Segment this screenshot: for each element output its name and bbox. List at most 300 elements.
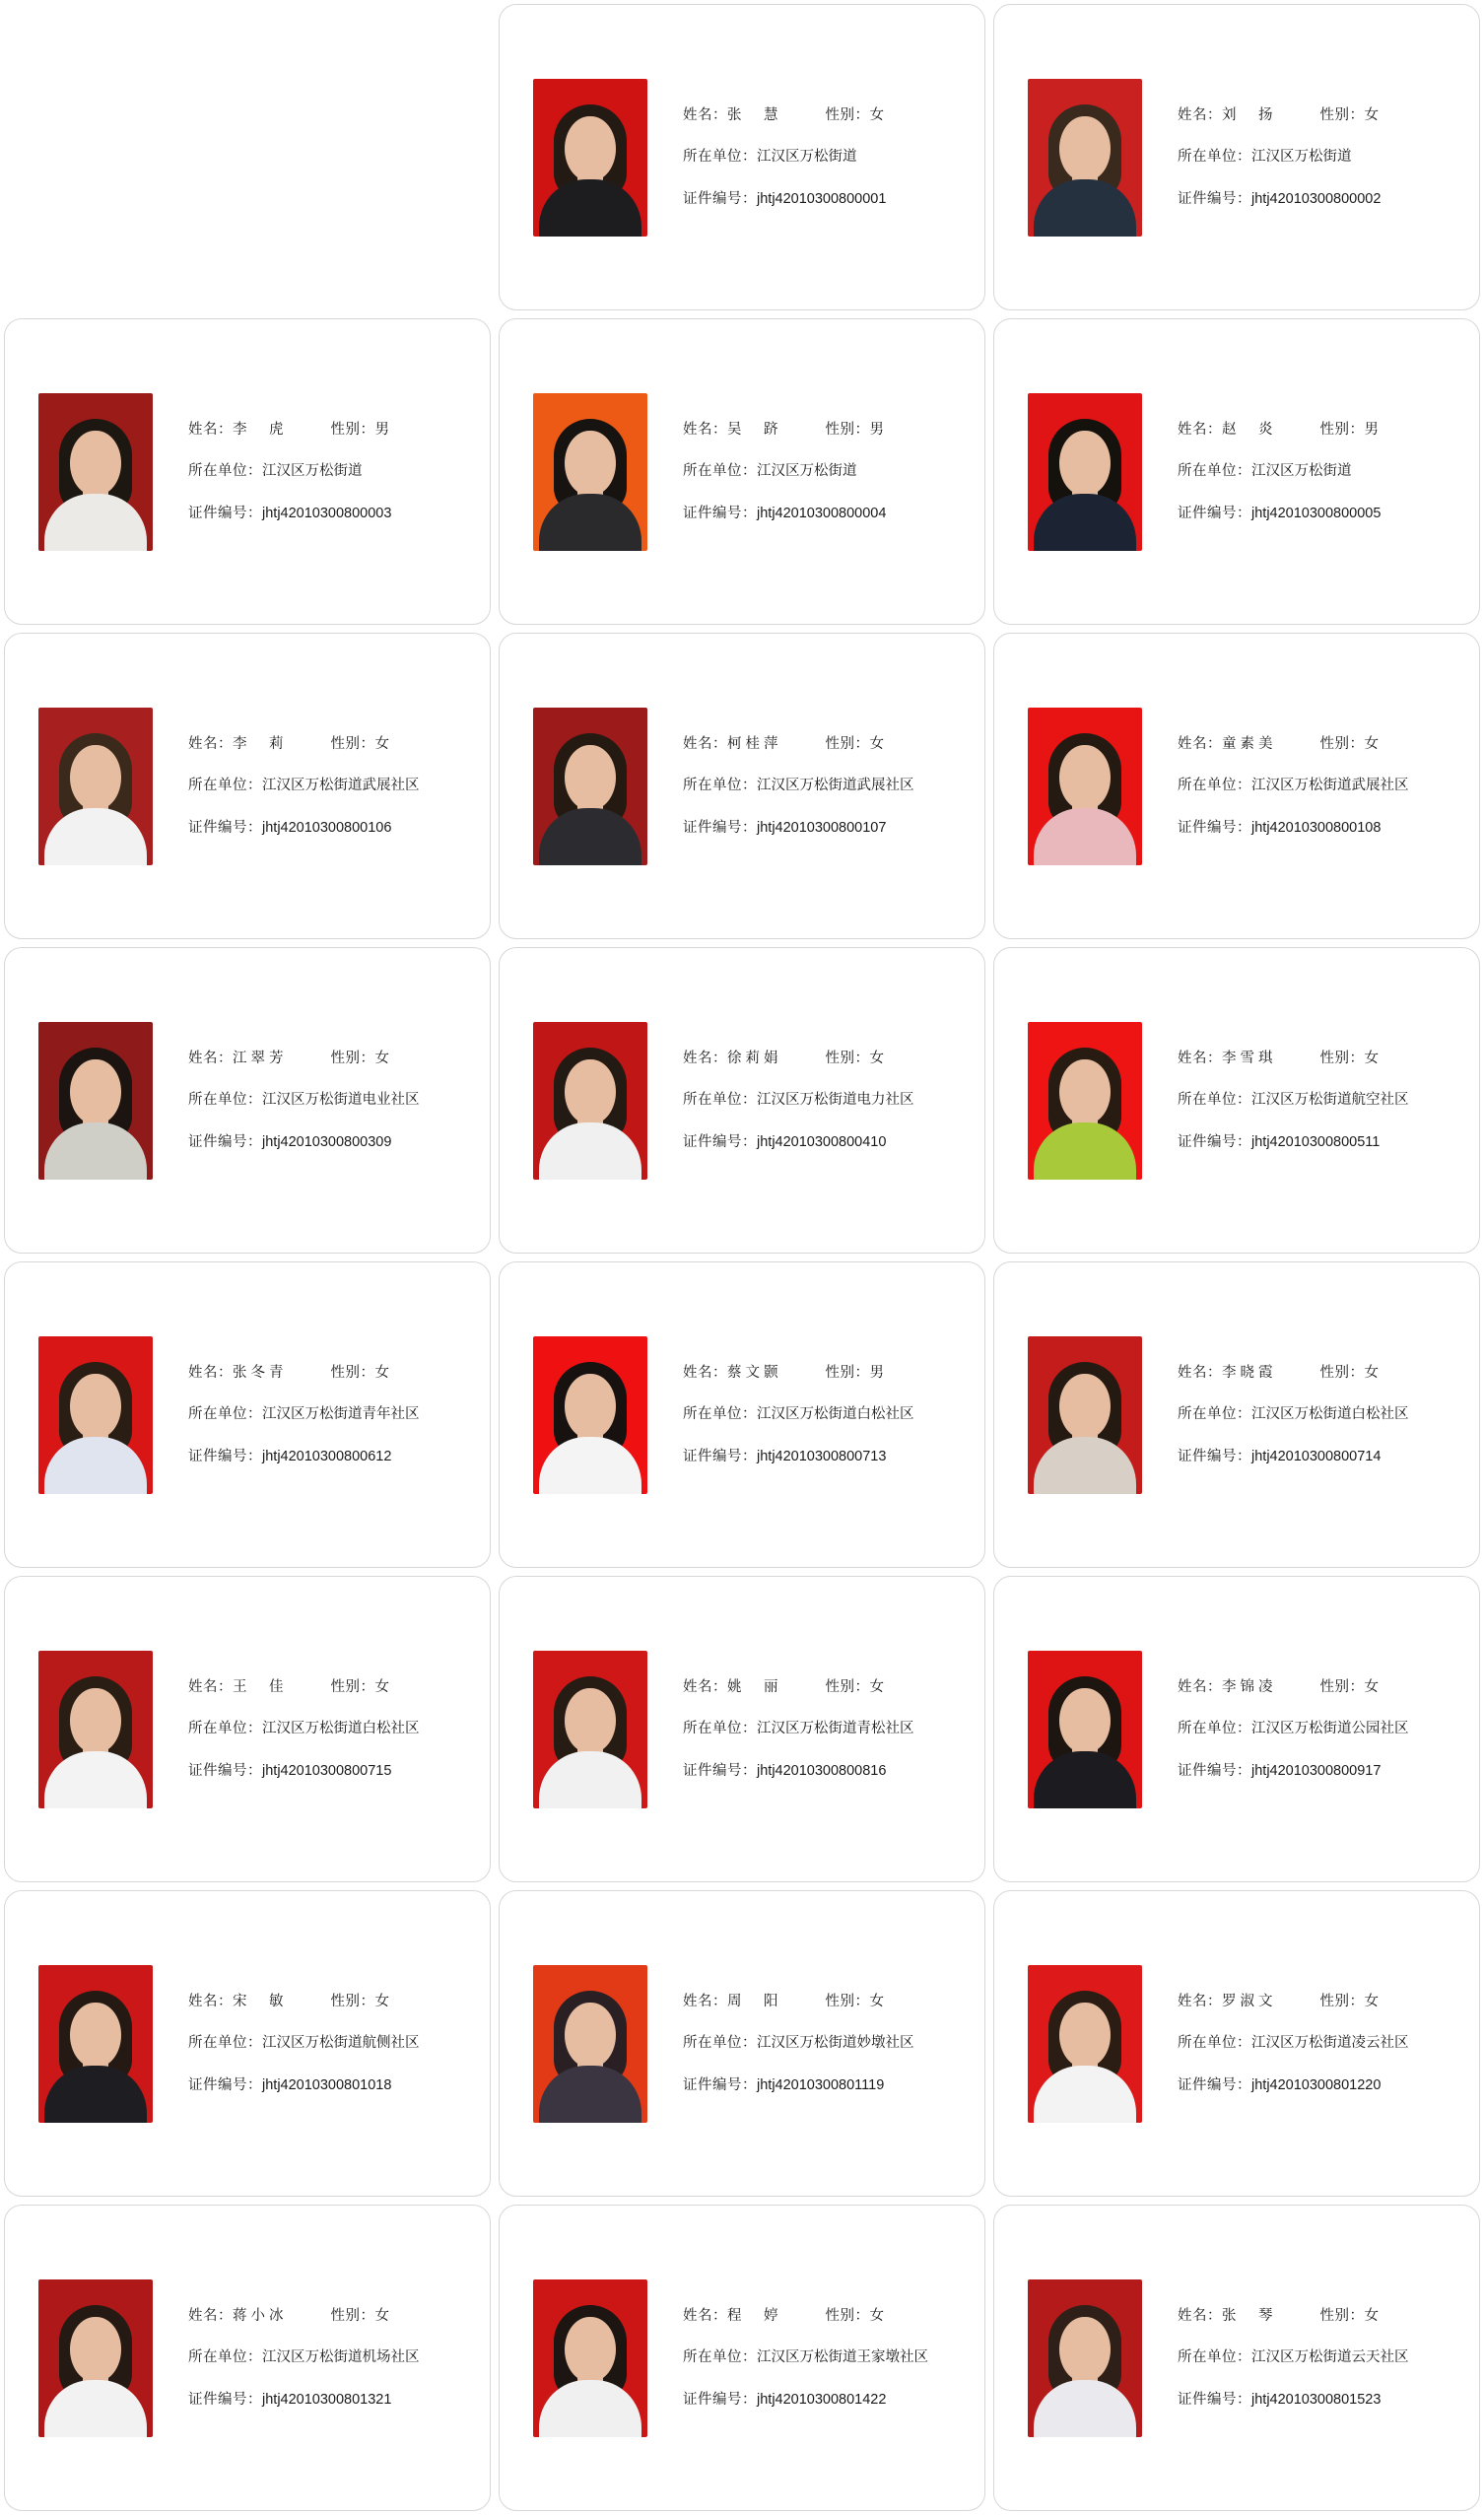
portrait-clothes bbox=[539, 1122, 641, 1180]
portrait-clothes bbox=[1034, 494, 1136, 551]
cert-label: 证件编号： bbox=[683, 505, 757, 521]
name-field bbox=[683, 737, 782, 752]
id-card[interactable] bbox=[4, 1261, 491, 1568]
name-label: 姓名： bbox=[683, 1364, 727, 1381]
name-label: 姓名： bbox=[188, 1678, 233, 1695]
portrait-clothes bbox=[44, 2066, 147, 2123]
cert-label: 证件编号： bbox=[683, 1448, 757, 1464]
id-card[interactable] bbox=[499, 633, 985, 939]
gender-value: 女 bbox=[1364, 1678, 1379, 1695]
unit-value: 江汉区万松街道电力社区 bbox=[757, 1092, 914, 1109]
unit-label: 所在单位： bbox=[683, 1721, 757, 1737]
id-card-info bbox=[188, 1052, 420, 1150]
name-label: 姓名： bbox=[1178, 421, 1222, 438]
portrait-clothes bbox=[539, 1437, 641, 1494]
id-card[interactable] bbox=[499, 947, 985, 1254]
cert-value: jhtj42010300801018 bbox=[262, 2076, 392, 2093]
name-value: 张 琴 bbox=[1222, 2307, 1277, 2324]
portrait-face bbox=[70, 1059, 121, 1124]
cert-row bbox=[683, 1450, 914, 1464]
id-card-info bbox=[1178, 1680, 1409, 1779]
unit-row bbox=[683, 1722, 914, 1736]
id-card[interactable] bbox=[993, 1261, 1480, 1568]
gender-field bbox=[826, 737, 885, 752]
gender-value: 女 bbox=[1364, 2307, 1379, 2324]
unit-label: 所在单位： bbox=[1178, 1406, 1251, 1423]
name-field bbox=[1178, 108, 1277, 123]
unit-value: 江汉区万松街道武展社区 bbox=[757, 778, 914, 794]
name-value: 刘 扬 bbox=[1222, 106, 1277, 123]
portrait-face bbox=[1059, 116, 1111, 181]
unit-value: 江汉区万松街道白松社区 bbox=[1251, 1406, 1409, 1423]
name-gender-row bbox=[188, 1052, 420, 1066]
name-value: 张冬青 bbox=[233, 1364, 288, 1381]
portrait-photo bbox=[533, 1651, 647, 1808]
gender-label: 性别： bbox=[1319, 2307, 1365, 2324]
unit-label: 所在单位： bbox=[1178, 463, 1251, 480]
name-gender-row bbox=[188, 423, 391, 438]
id-card[interactable] bbox=[499, 2205, 985, 2511]
name-gender-row bbox=[188, 1680, 420, 1695]
cert-value: jhtj42010300800410 bbox=[757, 1133, 887, 1150]
id-card-info bbox=[683, 1366, 914, 1464]
unit-label: 所在单位： bbox=[1178, 1092, 1251, 1109]
portrait-clothes bbox=[539, 2066, 641, 2123]
name-gender-row bbox=[1178, 1366, 1409, 1381]
portrait-clothes bbox=[539, 494, 641, 551]
id-card[interactable] bbox=[4, 1576, 491, 1882]
name-field bbox=[1178, 423, 1277, 438]
portrait-face bbox=[70, 1374, 121, 1439]
unit-value: 江汉区万松街道 bbox=[1251, 149, 1352, 166]
cert-label: 证件编号： bbox=[683, 2391, 757, 2408]
id-card-info bbox=[1178, 108, 1381, 207]
portrait-face bbox=[70, 2003, 121, 2068]
portrait-clothes bbox=[539, 2380, 641, 2437]
unit-row bbox=[1178, 1722, 1409, 1736]
cert-value: jhtj42010300800005 bbox=[1251, 505, 1382, 521]
unit-row bbox=[683, 2350, 928, 2365]
gender-field bbox=[1320, 2309, 1380, 2324]
cert-row bbox=[1178, 1135, 1409, 1150]
id-card-info bbox=[683, 1680, 914, 1779]
cert-label: 证件编号： bbox=[1178, 1133, 1251, 1150]
cert-label: 证件编号： bbox=[683, 2076, 757, 2093]
unit-value: 江汉区万松街道武展社区 bbox=[262, 778, 420, 794]
id-card[interactable] bbox=[993, 318, 1480, 625]
cert-row bbox=[683, 2393, 928, 2408]
gender-field bbox=[826, 2309, 885, 2324]
name-field bbox=[188, 737, 288, 752]
gender-label: 性别： bbox=[1319, 1364, 1365, 1381]
unit-label: 所在单位： bbox=[1178, 1721, 1251, 1737]
gender-label: 性别： bbox=[825, 1364, 870, 1381]
gender-field bbox=[331, 1052, 390, 1066]
portrait-clothes bbox=[1034, 1437, 1136, 1494]
id-card[interactable] bbox=[993, 633, 1480, 939]
gender-value: 女 bbox=[374, 1678, 389, 1695]
unit-row bbox=[188, 1407, 420, 1422]
cert-label: 证件编号： bbox=[188, 2391, 262, 2408]
unit-row bbox=[1178, 779, 1409, 793]
cert-label: 证件编号： bbox=[188, 1762, 262, 1779]
name-gender-row bbox=[188, 2309, 420, 2324]
unit-value: 江汉区万松街道机场社区 bbox=[262, 2349, 420, 2366]
id-card[interactable] bbox=[4, 947, 491, 1254]
portrait-clothes bbox=[44, 2380, 147, 2437]
gender-field bbox=[331, 2309, 390, 2324]
cert-label: 证件编号： bbox=[683, 1762, 757, 1779]
portrait-clothes bbox=[44, 1751, 147, 1808]
gender-label: 性别： bbox=[825, 421, 870, 438]
name-label: 姓名： bbox=[683, 2307, 727, 2324]
name-label: 姓名： bbox=[1178, 735, 1222, 752]
id-card-info bbox=[188, 1366, 420, 1464]
cert-row bbox=[188, 2393, 420, 2408]
unit-label: 所在单位： bbox=[683, 778, 757, 794]
cert-label: 证件编号： bbox=[188, 1133, 262, 1150]
name-label: 姓名： bbox=[683, 735, 727, 752]
portrait-photo bbox=[1028, 1651, 1142, 1808]
portrait-photo bbox=[38, 393, 153, 551]
name-gender-row bbox=[683, 1995, 914, 2009]
name-field bbox=[1178, 1680, 1277, 1695]
gender-field bbox=[1320, 108, 1380, 123]
name-field bbox=[1178, 1995, 1277, 2009]
name-gender-row bbox=[1178, 1052, 1409, 1066]
cert-label: 证件编号： bbox=[683, 819, 757, 836]
gender-value: 女 bbox=[1364, 1993, 1379, 2009]
name-value: 蒋小冰 bbox=[233, 2307, 288, 2324]
cert-value: jhtj42010300800108 bbox=[1251, 819, 1382, 836]
cert-row bbox=[1178, 2078, 1409, 2093]
unit-value: 江汉区万松街道王家墩社区 bbox=[757, 2349, 928, 2366]
gender-value: 女 bbox=[869, 2307, 884, 2324]
id-card[interactable] bbox=[993, 947, 1480, 1254]
unit-value: 江汉区万松街道武展社区 bbox=[1251, 778, 1409, 794]
name-value: 周 阳 bbox=[727, 1993, 782, 2009]
name-label: 姓名： bbox=[683, 421, 727, 438]
cert-row bbox=[1178, 507, 1381, 521]
cert-row bbox=[188, 507, 391, 521]
cert-value: jhtj42010300800714 bbox=[1251, 1448, 1382, 1464]
cert-row bbox=[188, 821, 420, 836]
cert-value: jhtj42010300800001 bbox=[757, 190, 887, 207]
cert-row bbox=[188, 1764, 420, 1779]
portrait-photo bbox=[1028, 79, 1142, 237]
id-card[interactable] bbox=[499, 1576, 985, 1882]
gender-label: 性别： bbox=[330, 735, 375, 752]
name-value: 吴 跻 bbox=[727, 421, 782, 438]
unit-label: 所在单位： bbox=[1178, 2349, 1251, 2366]
name-value: 姚 丽 bbox=[727, 1678, 782, 1695]
name-value: 李雪琪 bbox=[1222, 1050, 1277, 1066]
name-field bbox=[683, 108, 782, 123]
cert-value: jhtj42010300800511 bbox=[1251, 1133, 1381, 1150]
gender-label: 性别： bbox=[825, 106, 870, 123]
name-field bbox=[683, 1680, 782, 1695]
cert-label: 证件编号： bbox=[1178, 505, 1251, 521]
unit-row bbox=[683, 464, 886, 479]
cert-value: jhtj42010300801220 bbox=[1251, 2076, 1382, 2093]
name-value: 蔡文颢 bbox=[727, 1364, 782, 1381]
unit-label: 所在单位： bbox=[683, 1092, 757, 1109]
portrait-face bbox=[1059, 1374, 1111, 1439]
cert-value: jhtj42010300801523 bbox=[1251, 2391, 1382, 2408]
unit-label: 所在单位： bbox=[1178, 778, 1251, 794]
name-gender-row bbox=[188, 1995, 420, 2009]
portrait-photo bbox=[1028, 393, 1142, 551]
portrait-clothes bbox=[44, 1437, 147, 1494]
id-card-info bbox=[683, 737, 914, 836]
unit-label: 所在单位： bbox=[1178, 2035, 1251, 2052]
portrait-photo bbox=[38, 1022, 153, 1180]
name-field bbox=[683, 423, 782, 438]
cert-row bbox=[1178, 821, 1409, 836]
gender-value: 女 bbox=[1364, 106, 1379, 123]
name-gender-row bbox=[188, 1366, 420, 1381]
gender-value: 女 bbox=[869, 1993, 884, 2009]
name-field bbox=[683, 1052, 782, 1066]
unit-label: 所在单位： bbox=[188, 2035, 262, 2052]
portrait-photo bbox=[38, 2279, 153, 2437]
unit-row bbox=[1178, 464, 1381, 479]
name-label: 姓名： bbox=[188, 1993, 233, 2009]
cert-value: jhtj42010300800002 bbox=[1251, 190, 1382, 207]
gender-field bbox=[331, 1995, 390, 2009]
portrait-photo bbox=[38, 1965, 153, 2123]
id-card[interactable] bbox=[499, 4, 985, 310]
gender-label: 性别： bbox=[825, 1678, 870, 1695]
unit-value: 江汉区万松街道公园社区 bbox=[1251, 1721, 1409, 1737]
gender-value: 女 bbox=[374, 2307, 389, 2324]
id-card[interactable] bbox=[4, 2205, 491, 2511]
gender-field bbox=[826, 423, 885, 438]
name-gender-row bbox=[1178, 108, 1381, 123]
portrait-clothes bbox=[44, 494, 147, 551]
gender-field bbox=[1320, 1680, 1380, 1695]
gender-field bbox=[1320, 1052, 1380, 1066]
portrait-face bbox=[565, 745, 616, 810]
name-value: 李锦凌 bbox=[1222, 1678, 1277, 1695]
id-card[interactable] bbox=[4, 633, 491, 939]
portrait-face bbox=[1059, 2317, 1111, 2382]
cert-row bbox=[188, 2078, 420, 2093]
id-card-info bbox=[1178, 1052, 1409, 1150]
gender-value: 女 bbox=[869, 735, 884, 752]
cert-value: jhtj42010300801422 bbox=[757, 2391, 887, 2408]
cert-row bbox=[683, 2078, 914, 2093]
portrait-face bbox=[70, 2317, 121, 2382]
gender-label: 性别： bbox=[825, 1050, 870, 1066]
gender-field bbox=[1320, 737, 1380, 752]
name-value: 李 莉 bbox=[233, 735, 288, 752]
portrait-clothes bbox=[539, 1751, 641, 1808]
id-card-info bbox=[1178, 2309, 1409, 2408]
gender-value: 女 bbox=[1364, 735, 1379, 752]
unit-value: 江汉区万松街道白松社区 bbox=[262, 1721, 420, 1737]
portrait-clothes bbox=[1034, 179, 1136, 237]
unit-value: 江汉区万松街道云天社区 bbox=[1251, 2349, 1409, 2366]
name-label: 姓名： bbox=[683, 1678, 727, 1695]
unit-row bbox=[1178, 1407, 1409, 1422]
cert-row bbox=[683, 507, 886, 521]
cert-value: jhtj42010300800003 bbox=[262, 505, 392, 521]
id-card-info bbox=[683, 108, 886, 207]
unit-label: 所在单位： bbox=[188, 1406, 262, 1423]
cert-value: jhtj42010300801321 bbox=[262, 2391, 392, 2408]
id-card[interactable] bbox=[993, 2205, 1480, 2511]
unit-value: 江汉区万松街道凌云社区 bbox=[1251, 2035, 1409, 2052]
name-value: 赵 炎 bbox=[1222, 421, 1277, 438]
portrait-clothes bbox=[539, 179, 641, 237]
name-gender-row bbox=[1178, 1995, 1409, 2009]
name-value: 王 佳 bbox=[233, 1678, 288, 1695]
id-card-info bbox=[188, 423, 391, 521]
portrait-face bbox=[565, 2003, 616, 2068]
name-label: 姓名： bbox=[683, 106, 727, 123]
gender-value: 女 bbox=[374, 735, 389, 752]
portrait-clothes bbox=[539, 808, 641, 865]
id-card-info bbox=[188, 737, 420, 836]
id-card[interactable] bbox=[4, 318, 491, 625]
cert-value: jhtj42010300800715 bbox=[262, 1762, 392, 1779]
name-gender-row bbox=[683, 423, 886, 438]
unit-label: 所在单位： bbox=[683, 2035, 757, 2052]
gender-value: 男 bbox=[869, 421, 884, 438]
cert-label: 证件编号： bbox=[188, 2076, 262, 2093]
name-field bbox=[1178, 737, 1277, 752]
unit-row bbox=[683, 1093, 914, 1108]
gender-label: 性别： bbox=[1319, 1993, 1365, 2009]
cert-value: jhtj42010300800917 bbox=[1251, 1762, 1382, 1779]
id-card[interactable] bbox=[4, 1890, 491, 2197]
empty-cell bbox=[4, 4, 491, 310]
name-value: 罗淑文 bbox=[1222, 1993, 1277, 2009]
portrait-photo bbox=[38, 708, 153, 865]
name-label: 姓名： bbox=[1178, 1678, 1222, 1695]
cert-value: jhtj42010300800004 bbox=[757, 505, 887, 521]
gender-value: 女 bbox=[869, 1050, 884, 1066]
gender-field bbox=[331, 1366, 390, 1381]
unit-value: 江汉区万松街道 bbox=[757, 149, 857, 166]
portrait-photo bbox=[38, 1336, 153, 1494]
name-label: 姓名： bbox=[188, 1364, 233, 1381]
portrait-photo bbox=[1028, 1965, 1142, 2123]
unit-row bbox=[188, 1722, 420, 1736]
id-card[interactable] bbox=[993, 1576, 1480, 1882]
unit-label: 所在单位： bbox=[683, 149, 757, 166]
portrait-face bbox=[1059, 2003, 1111, 2068]
id-card[interactable] bbox=[499, 1261, 985, 1568]
cert-value: jhtj42010300800612 bbox=[262, 1448, 392, 1464]
name-field bbox=[188, 2309, 288, 2324]
gender-label: 性别： bbox=[825, 2307, 870, 2324]
unit-label: 所在单位： bbox=[683, 463, 757, 480]
name-gender-row bbox=[1178, 2309, 1409, 2324]
cert-value: jhtj42010300800107 bbox=[757, 819, 887, 836]
unit-label: 所在单位： bbox=[683, 1406, 757, 1423]
name-gender-row bbox=[683, 108, 886, 123]
gender-label: 性别： bbox=[1319, 1678, 1365, 1695]
cert-label: 证件编号： bbox=[683, 1133, 757, 1150]
unit-value: 江汉区万松街道白松社区 bbox=[757, 1406, 914, 1423]
gender-field bbox=[1320, 1366, 1380, 1381]
gender-value: 女 bbox=[374, 1993, 389, 2009]
portrait-clothes bbox=[1034, 1751, 1136, 1808]
unit-row bbox=[188, 2350, 420, 2365]
unit-label: 所在单位： bbox=[188, 1721, 262, 1737]
gender-label: 性别： bbox=[825, 735, 870, 752]
name-gender-row bbox=[1178, 1680, 1409, 1695]
gender-field bbox=[331, 1680, 390, 1695]
cert-value: jhtj42010300800713 bbox=[757, 1448, 887, 1464]
cert-value: jhtj42010300800106 bbox=[262, 819, 392, 836]
name-gender-row bbox=[188, 737, 420, 752]
gender-field bbox=[826, 1680, 885, 1695]
name-gender-row bbox=[1178, 423, 1381, 438]
unit-value: 江汉区万松街道 bbox=[262, 463, 363, 480]
portrait-clothes bbox=[44, 1122, 147, 1180]
unit-value: 江汉区万松街道 bbox=[757, 463, 857, 480]
id-card[interactable] bbox=[499, 1890, 985, 2197]
gender-label: 性别： bbox=[330, 1678, 375, 1695]
unit-label: 所在单位： bbox=[188, 463, 262, 480]
gender-label: 性别： bbox=[330, 1050, 375, 1066]
portrait-face bbox=[565, 116, 616, 181]
gender-field bbox=[826, 1366, 885, 1381]
gender-label: 性别： bbox=[1319, 1050, 1365, 1066]
id-card-info bbox=[1178, 1366, 1409, 1464]
gender-label: 性别： bbox=[330, 2307, 375, 2324]
portrait-photo bbox=[533, 1965, 647, 2123]
portrait-photo bbox=[533, 2279, 647, 2437]
name-label: 姓名： bbox=[1178, 2307, 1222, 2324]
gender-value: 男 bbox=[1364, 421, 1379, 438]
id-card[interactable] bbox=[993, 4, 1480, 310]
cert-row bbox=[1178, 1764, 1409, 1779]
cert-value: jhtj42010300801119 bbox=[757, 2076, 885, 2093]
name-gender-row bbox=[683, 737, 914, 752]
portrait-face bbox=[565, 1374, 616, 1439]
gender-label: 性别： bbox=[825, 1993, 870, 2009]
name-field bbox=[683, 1995, 782, 2009]
unit-value: 江汉区万松街道青松社区 bbox=[757, 1721, 914, 1737]
name-field bbox=[1178, 1366, 1277, 1381]
gender-value: 男 bbox=[374, 421, 389, 438]
id-card[interactable] bbox=[499, 318, 985, 625]
name-value: 童素美 bbox=[1222, 735, 1277, 752]
id-card[interactable] bbox=[993, 1890, 1480, 2197]
portrait-face bbox=[565, 431, 616, 496]
unit-row bbox=[1178, 2350, 1409, 2365]
portrait-photo bbox=[533, 708, 647, 865]
portrait-face bbox=[1059, 745, 1111, 810]
name-value: 江翠芳 bbox=[233, 1050, 288, 1066]
id-card-info bbox=[683, 1052, 914, 1150]
cert-value: jhtj42010300800309 bbox=[262, 1133, 392, 1150]
unit-row bbox=[683, 779, 914, 793]
name-gender-row bbox=[683, 1052, 914, 1066]
gender-value: 男 bbox=[869, 1364, 884, 1381]
gender-label: 性别： bbox=[1319, 421, 1365, 438]
gender-value: 女 bbox=[869, 106, 884, 123]
unit-row bbox=[1178, 2036, 1409, 2051]
name-value: 李晓霞 bbox=[1222, 1364, 1277, 1381]
name-field bbox=[188, 1995, 288, 2009]
cert-label: 证件编号： bbox=[1178, 819, 1251, 836]
portrait-face bbox=[70, 431, 121, 496]
